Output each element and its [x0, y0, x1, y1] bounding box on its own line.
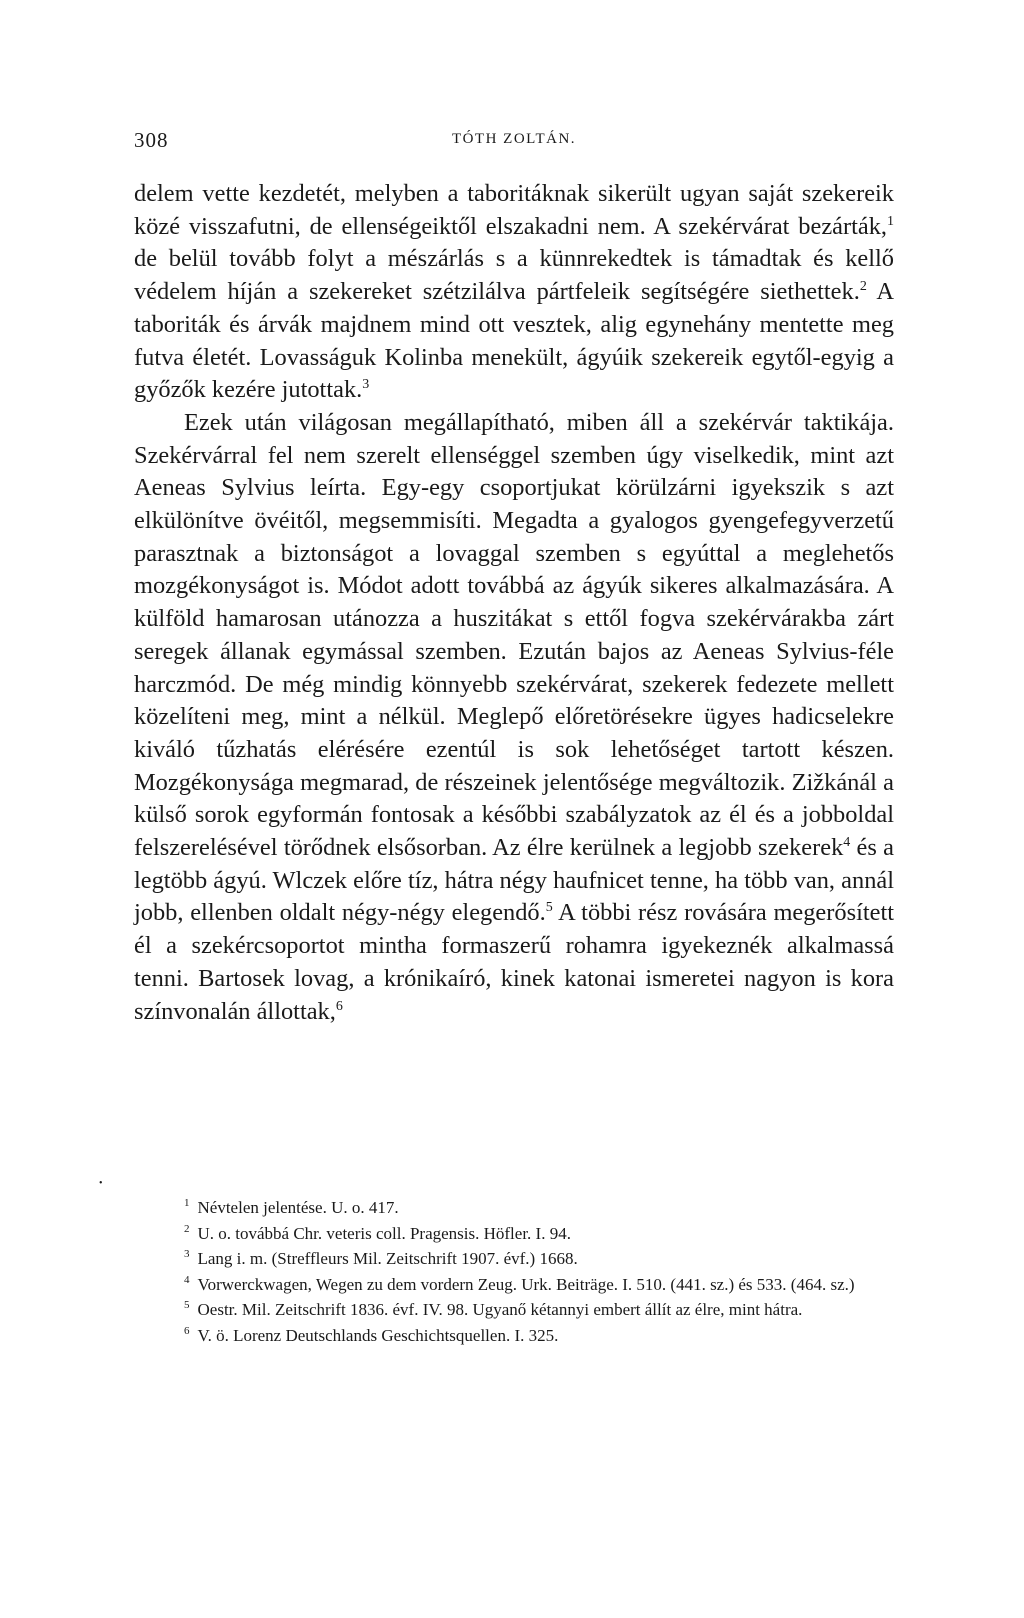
footnote-ref-2: 2 [859, 278, 867, 294]
footnote-text: V. ö. Lorenz Deutschlands Geschichtsquellen. I. 325. [197, 1325, 559, 1345]
footnote-text: Vorwerckwagen, Wegen zu dem vordern Zeug. Urk. Beiträge. I. 510. (441. sz.) és 533. (464. sz.) [197, 1274, 855, 1294]
footnote-mark: 6 [184, 1324, 190, 1337]
paragraph-2-text-1: Ezek után világosan megállapítható, miben áll a szekérvár taktikája. Szekérvárral fel nem szerelt ellenséggel szemben úgy viselkedik, mint azt Aeneas Sylvius leírta. Egy-egy csoportjukat körülzárni igyekszik s azt elkülönítve övéitől, megsemmisíti. Megadta a gyalogos gyengefegyverzetű parasztnak a biztonságot a lovaggal szemben s egyúttal a meglehetős mozgékonyságot is. Módot adott továbbá az ágyúk sikeres alkalmazására. A külföld hamarosan utánozza a huszitákat s ettől fogva szekérvárakba zárt seregek állanak egymással szemben. Ezután bajos az Aeneas Sylvius-féle harczmód. De még mindig könnyebb szekérvárat, szekerek fedezete mellett közelíteni meg, mint a nélkül. Meglepő előretörésekre ügyes hadicselekre kiváló tűzhatás elérésére ezentúl is sok lehetőséget tartott készen. Mozgékonysága megmarad, de részeinek jelentősége megváltozik. Zižkánál a külső sorok egyformán fontosak a későbbi szabályzatok az él és a jobboldal felszerelésével törődnek elsősorban. Az élre kerülnek a legjobb szekerek [134, 408, 894, 862]
footnote-text: Lang i. m. (Streffleurs Mil. Zeitschrift 1907. évf.) 1668. [197, 1249, 578, 1268]
running-head: TÓTH ZOLTÁN. [451, 131, 577, 147]
paragraph-2 [134, 407, 894, 1028]
footnote-text: U. o. továbbá Chr. veteris coll. Pragensis. Höfler. I. 94. [197, 1223, 571, 1243]
footnote-mark: 3 [184, 1248, 190, 1261]
footnote-3 [134, 1246, 894, 1272]
paragraph-2-text-3: A többi rész rovására megerősített él a szekércsoportot mintha formaszerű rohamra igyekeznék alkalmassá tenni. Bartosek lovag, a krónikaíró, kinek katonai ismeretei nagyon is kora színvonalán állottak, [134, 899, 895, 1025]
footnote-5 [134, 1297, 894, 1323]
footnote-4 [134, 1272, 894, 1298]
footnote-ref-3: 3 [362, 377, 370, 393]
footnote-ref-4: 4 [843, 834, 851, 850]
footnote-mark: 4 [184, 1273, 190, 1286]
footnote-2 [134, 1221, 894, 1247]
footnote-text: Oestr. Mil. Zeitschrift 1836. évf. IV. 98. Ugyanő kétannyi embert állít az élre, mint hátra. [197, 1300, 803, 1319]
paragraph-1-text-1: delem vette kezdetét, melyben a taboritáknak sikerült ugyan saját szekereik közé visszafutni, de ellenségeiktől elszakadni nem. A szekérvárat bezárták, [134, 180, 894, 240]
footnote-6 [134, 1323, 894, 1349]
footnote-ref-1: 1 [887, 213, 894, 229]
footnote-mark: 1 [184, 1197, 190, 1210]
paragraph-2-text-2: és a legtöbb ágyú. Wlczek előre tíz, hátra négy haufnicet tenne, ha több van, annál jobb, ellenben oldalt négy-négy elegendő. [134, 834, 894, 927]
footnote-1 [134, 1195, 894, 1221]
page-number: 308 [134, 128, 169, 152]
page-header [134, 128, 894, 158]
body-text [134, 178, 894, 1028]
footnotes [134, 1195, 894, 1348]
margin-dot: • [99, 1178, 103, 1189]
footnote-text: Névtelen jelentése. U. o. 417. [197, 1198, 399, 1217]
footnote-mark: 2 [184, 1222, 190, 1235]
paragraph-1 [134, 178, 894, 407]
footnote-ref-5: 5 [545, 900, 553, 916]
footnote-ref-6: 6 [335, 998, 343, 1014]
footnote-mark: 5 [184, 1299, 190, 1312]
paragraph-1-text-2: de belül tovább folyt a mészárlás s a künnrekedtek is támadtak és kellő védelem híján a szekereket szétzilálva pártfeleik segítségére siethettek. [134, 245, 894, 306]
paragraph-1-text-3: A taboriták és árvák majdnem mind ott vesztek, alig egynehány mentette meg futva életét. Lovasságuk Kolinba menekült, ágyúik szekereik egytől-egyig a győzők kezére jutottak. [134, 278, 894, 404]
